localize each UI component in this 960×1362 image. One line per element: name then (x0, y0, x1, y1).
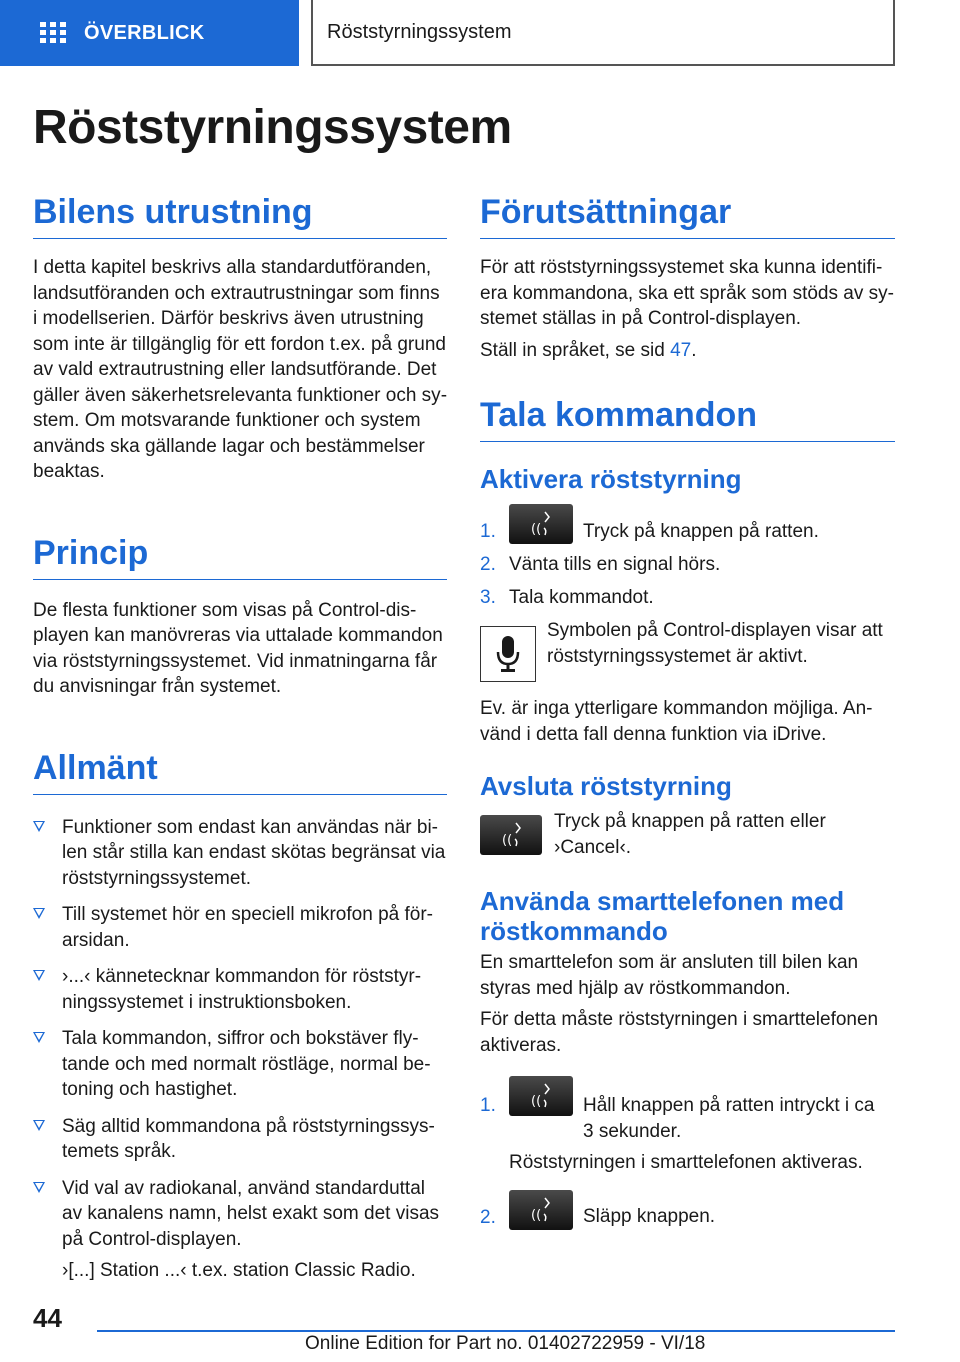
aktivera-step-3: 3. Tala kommandot. (480, 585, 895, 611)
svg-text:((: (( (531, 1207, 542, 1223)
triangle-bullet-icon (33, 908, 45, 919)
step-number: 3. (480, 586, 496, 608)
bilens-utrustning-text: I detta kapitel beskrivs alla standardutföranden, landsutföranden och extrautrustningar som finns i modellserien. Därför beskrivs även utrustning som inte är tillgänglig för ett fordon t.ex. på grund av vald extrautrustning eller landsutförande. Det gäller även säkerhetsrelevanta funktioner och system. Om motsvarande funktioner och system används ska gällande lagar och bestämmelser beaktas. (33, 257, 448, 482)
heading-tala-kommandon: Tala kommandon (480, 393, 895, 442)
triangle-bullet-icon (33, 1032, 45, 1043)
microphone-icon (480, 626, 536, 682)
heading-smarttelefon: Använda smarttelefonen med röstkommando (480, 886, 845, 946)
voice-button-icon (480, 815, 542, 855)
avsluta-row: (( Tryck på knappen på ratten eller ›Cancel‹. (480, 809, 895, 860)
heading-princip: Princip (33, 531, 447, 580)
list-item: ›...‹ kännetecknar kommandon för röststyrningssystemet i instruktionsboken. (33, 964, 447, 1015)
aktivera-step-1: 1. (( Tryck på knappen på ratten. (480, 504, 895, 544)
aktivera-note: Ev. är inga ytterligare kommandon möjliga. Använd i detta fall denna funktion via iDrive. (480, 698, 873, 745)
footer-divider (97, 1330, 895, 1332)
smart-text-1: En smarttelefon som är ansluten till bilen kan styras med hjälp av röstkommandon. (480, 952, 859, 999)
overview-tab[interactable] (0, 0, 299, 66)
step-number: 1. (480, 521, 496, 542)
station-example: ›[...] Station ...‹ t.ex. station Classic Radio. (62, 1260, 416, 1281)
step-number: 1. (480, 1095, 496, 1116)
list-item: Vid val av radiokanal, använd standarduttal av kanalens namn, helst exakt som det visas på Control-displayen. (33, 1176, 447, 1253)
grid-icon (40, 22, 66, 44)
page-number: 44 (33, 1303, 62, 1333)
list-item: Tala kommandon, siffror och bokstäver flytande och med normalt röstläge, normal betoning och hastighet. (33, 1026, 447, 1103)
right-column (480, 190, 895, 1230)
step-number: 2. (480, 1206, 496, 1228)
step-number: 2. (480, 554, 496, 575)
heading-bilens-utrustning: Bilens utrustning (33, 190, 447, 239)
triangle-bullet-icon (33, 1120, 45, 1131)
page-link[interactable]: 47 (670, 339, 692, 361)
left-column (33, 190, 447, 1284)
smart-step-1: 1. (( Håll knappen på ratten intryckt i ca 3 sekunder. (480, 1076, 895, 1144)
current-section-tab[interactable] (311, 0, 895, 66)
allmant-bullet-list (33, 815, 447, 1253)
language-reference: Ställ in språket, se sid 47. (480, 339, 697, 361)
forutsattningar-text: För att röststyrningssystemet ska kunna identifiera kommandona, ska ett språk som stöds av systemet ställas in på Control-displayen. (480, 257, 894, 329)
voice-button-icon (509, 1190, 573, 1230)
overview-tab-label: ÖVERBLICK (84, 21, 205, 44)
list-item: Säg alltid kommandona på röststyrningssystemets språk. (33, 1114, 447, 1165)
smart-text-2: För detta måste röststyrningen i smarttelefonen aktiveras. (480, 1009, 879, 1056)
list-item: Funktioner som endast kan användas när bilen står stilla kan endast skötas begränsat via röststyrningssystemet. (33, 815, 447, 892)
top-navigation-bar (0, 0, 960, 66)
triangle-bullet-icon (33, 821, 45, 832)
current-section-label: Röststyrningssystem (327, 20, 512, 43)
symbol-note: Symbolen på Control-displayen visar att röststyrningssystemet är aktivt. (480, 618, 895, 682)
page-title: Röststyrningssystem (33, 101, 512, 154)
heading-allmant: Allmänt (33, 746, 447, 795)
list-item: Till systemet hör en speciell mikrofon på förarsidan. (33, 902, 447, 953)
princip-text: De flesta funktioner som visas på Control-displayen kan manövreras via uttalade kommandon via röststyrningssystemet. Vid inmatningarna får du anvisningar från systemet. (33, 599, 443, 697)
smart-step-1-sub: Röststyrningen i smarttelefonen aktiveras. (509, 1152, 863, 1173)
triangle-bullet-icon (33, 970, 45, 981)
svg-text:((: (( (531, 522, 542, 537)
edition-text: Online Edition for Part no. 01402722959 - VI/18 (305, 1333, 706, 1354)
smart-step-2: 2. (( Släpp knappen. (480, 1190, 895, 1230)
heading-avsluta: Avsluta röststyrning (480, 771, 732, 801)
aktivera-step-2: 2. Vänta tills en signal hörs. (480, 552, 895, 578)
voice-button-icon (509, 1076, 573, 1116)
svg-text:((: (( (502, 833, 513, 848)
triangle-bullet-icon (33, 1182, 45, 1193)
heading-aktivera: Aktivera röststyrning (480, 464, 742, 494)
svg-text:((: (( (531, 1094, 542, 1109)
voice-button-icon (509, 504, 573, 544)
heading-forutsattningar: Förutsättningar (480, 190, 895, 239)
